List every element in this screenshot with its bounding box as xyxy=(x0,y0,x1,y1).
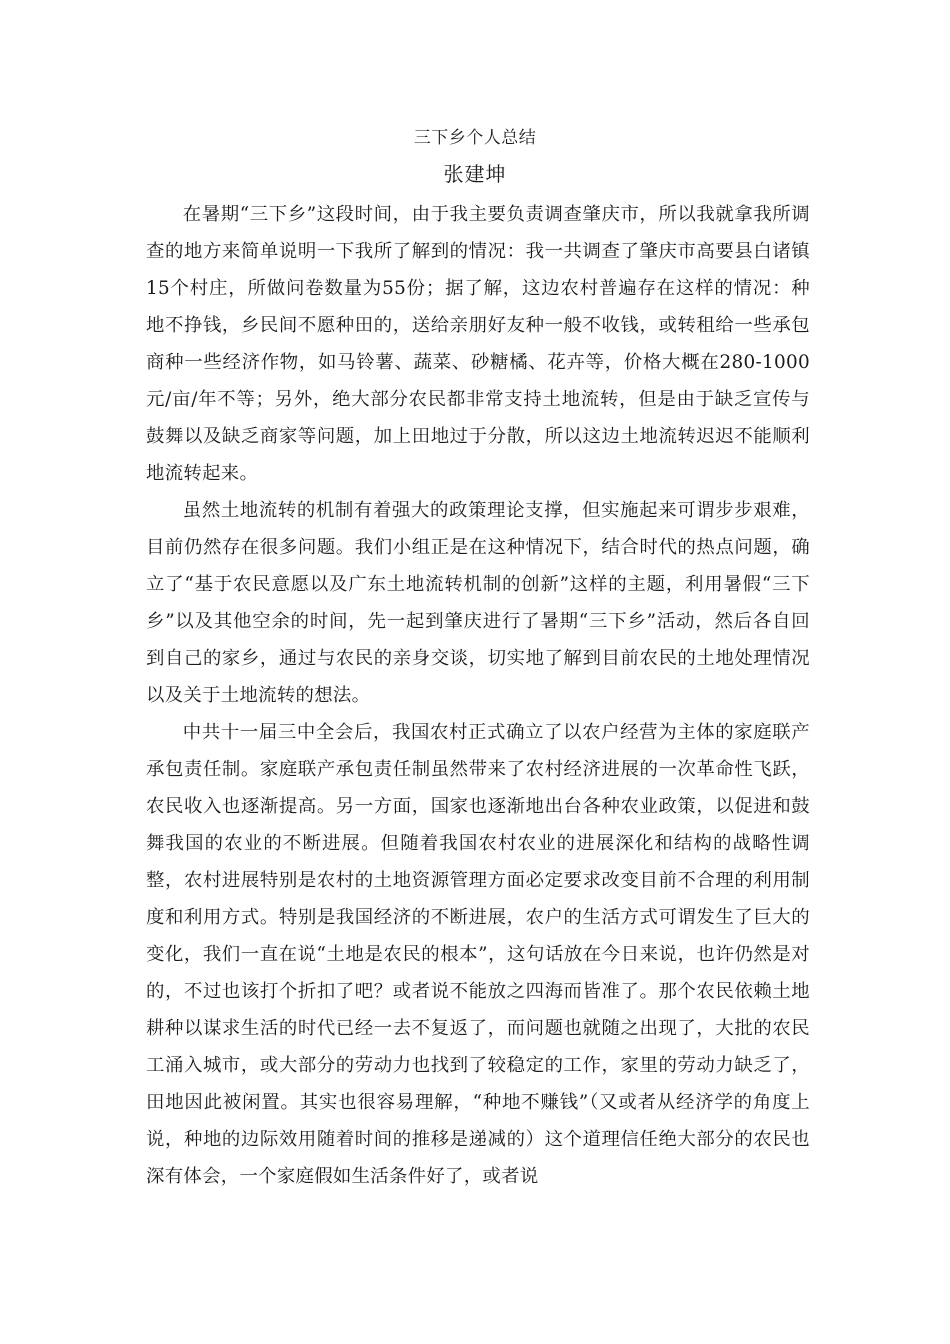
document-body xyxy=(146,196,810,1195)
author-name: 张建坤 xyxy=(443,162,507,186)
paragraph: 中共十一届三中全会后，我国农村正式确立了以农户经营为主体的家庭联产承包责任制。家庭联产承包责任制虽然带来了农村经济进展的一次革命性飞跃，农民收入也逐渐提高。另一方面，国家也逐渐地出台各种农业政策，以促进和鼓舞我国的农业的不断进展。但随着我国农村农业的进展深化和结构的战略性调整，农村进展特别是农村的土地资源管理方面必定要求改变目前不合理的利用制度和利用方式。特别是我国经济的不断进展，农户的生活方式可谓发生了巨大的变化，我们一直在说“土地是农民的根本”，这句话放在今日来说，也许仍然是对的，不过也该打个折扣了吧？或者说不能放之四海而皆准了。那个农民依赖土地耕种以谋求生活的时代已经一去不复返了，而问题也就随之出现了，大批的农民工涌入城市，或大部分的劳动力也找到了较稳定的工作，家里的劳动力缺乏了，田地因此被闲置。其实也很容易理解，“种地不赚钱”（又或者从经济学的角度上说，种地的边际效用随着时间的推移是递减的）这个道理信任绝大部分的农民也深有体会，一个家庭假如生活条件好了，或者说 xyxy=(146,722,810,1187)
paragraph: 在暑期“三下乡”这段时间，由于我主要负责调查肇庆市，所以我就拿我所调查的地方来简单说明一下我所了解到的情况：我一共调查了肇庆市高要县白诸镇15个村庄，所做问卷数量为55份；据了解，这边农村普遍存在这样的情况：种地不挣钱，乡民间不愿种田的，送给亲朋好友种一般不收钱，或转租给一些承包商种一些经济作物，如马铃薯、蔬菜、砂糖橘、花卉等，价格大概在280-1000元/亩/年不等；另外，绝大部分农民都非常支持土地流转，但是由于缺乏宣传与鼓舞以及缺乏商家等问题，加上田地过于分散，所以这边土地流转迟迟不能顺利地流转起来。 xyxy=(146,204,810,484)
paragraph: 虽然土地流转的机制有着强大的政策理论支撑，但实施起来可谓步步艰难，目前仍然存在很多问题。我们小组正是在这种情况下，结合时代的热点问题，确立了“基于农民意愿以及广东土地流转机制的创新”这样的主题，利用暑假“三下乡”以及其他空余的时间，先一起到肇庆进行了暑期“三下乡”活动，然后各自回到自己的家乡，通过与农民的亲身交谈，切实地了解到目前农民的土地处理情况以及关于土地流转的想法。 xyxy=(146,500,810,706)
document-title: 三下乡个人总结 xyxy=(413,128,537,148)
